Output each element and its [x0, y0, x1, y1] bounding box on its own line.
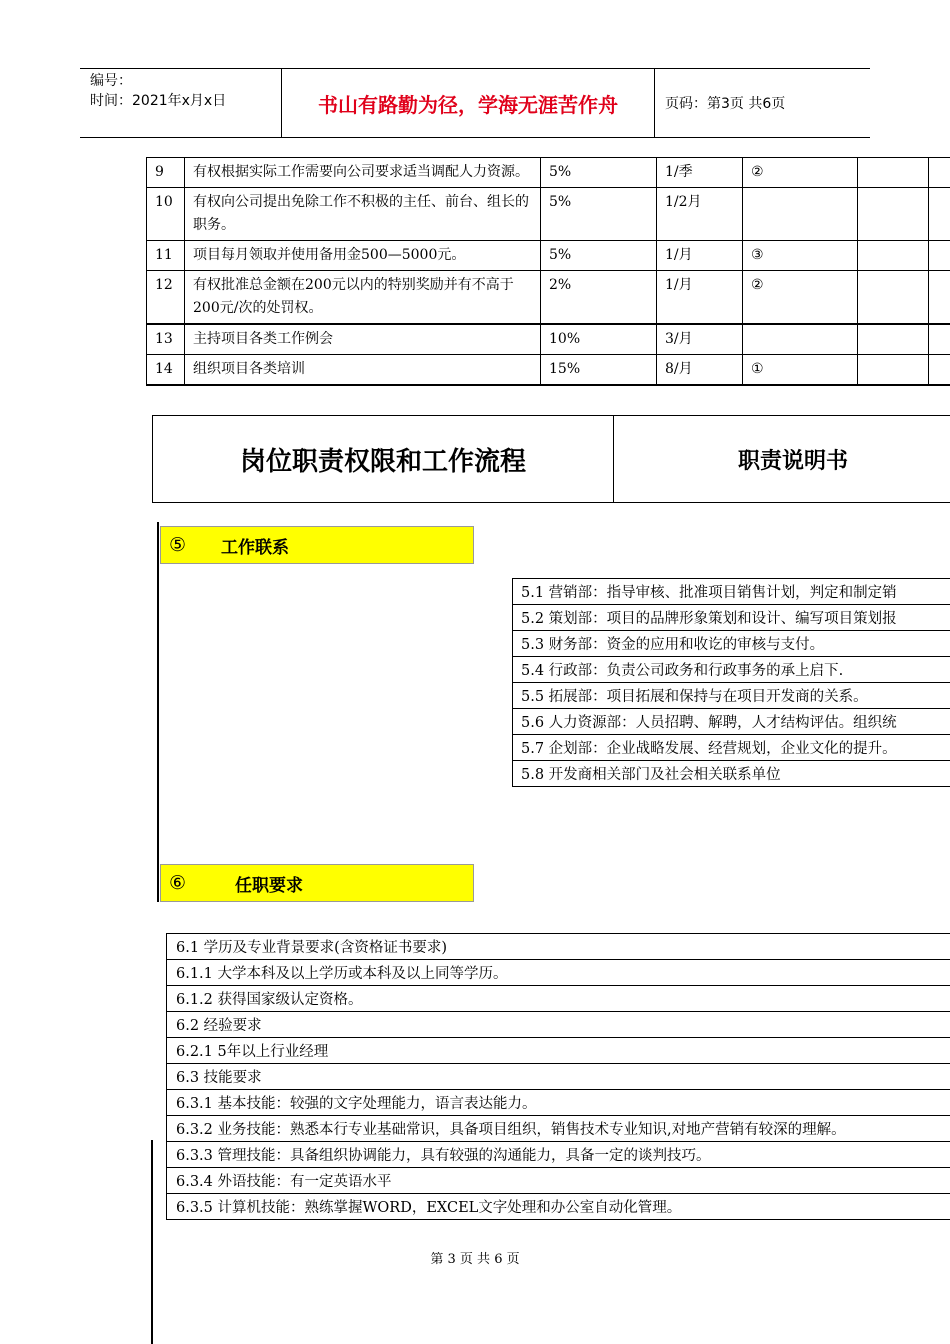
list-item-text: 6.1 学历及专业背景要求(含资格证书要求): [167, 934, 950, 960]
row-number: 10: [147, 188, 185, 241]
list-item-text: 5.4 行政部：负责公司政务和行政事务的承上启下.: [513, 657, 950, 683]
list-item-text: 6.3 技能要求: [167, 1064, 950, 1090]
row-text: 有权根据实际工作需要向公司要求适当调配人力资源。: [185, 158, 541, 188]
row-mark: [743, 188, 858, 241]
table-row: [147, 355, 950, 386]
row-text: 组织项目各类培训: [185, 355, 541, 386]
row-text: 有权向公司提出免除工作不积极的主任、前台、组长的职务。: [185, 188, 541, 241]
list-item-text: 6.3.4 外语技能：有一定英语水平: [167, 1168, 950, 1194]
list-item: [167, 1064, 950, 1090]
list-item-text: 5.3 财务部：资金的应用和收讫的审核与支付。: [513, 631, 950, 657]
row-number: 13: [147, 324, 185, 355]
section-requirements: [160, 864, 474, 902]
list-item: [167, 934, 950, 960]
authority-table: [146, 157, 950, 386]
section-number: ⑤: [169, 534, 187, 556]
empty-cell: [858, 158, 929, 188]
list-item-text: 6.2.1 5年以上行业经理: [167, 1038, 950, 1064]
row-number: 12: [147, 271, 185, 325]
section-title: 工作联系: [221, 537, 289, 558]
list-item-text: 6.1.2 获得国家级认定资格。: [167, 986, 950, 1012]
list-item: [513, 735, 950, 761]
row-percent: 5%: [541, 241, 657, 271]
list-item: [513, 683, 950, 709]
row-mark: [743, 324, 858, 355]
empty-cell: [858, 355, 929, 386]
work-contacts-table: [512, 578, 950, 787]
table-row: [147, 271, 950, 325]
row-text: 有权批准总金额在200元以内的特别奖励并有不高于200元/次的处罚权。: [185, 271, 541, 325]
list-item-text: 5.5 拓展部：项目拓展和保持与在项目开发商的关系。: [513, 683, 950, 709]
row-percent: 2%: [541, 271, 657, 325]
list-item-text: 6.1.1 大学本科及以上学历或本科及以上同等学历。: [167, 960, 950, 986]
list-item: [513, 631, 950, 657]
empty-cell: [858, 241, 929, 271]
list-item: [513, 761, 950, 787]
empty-cell: [929, 188, 950, 241]
row-percent: 5%: [541, 188, 657, 241]
table-row: [147, 324, 950, 355]
row-frequency: 1/季: [657, 158, 743, 188]
page-footer: 第 3 页 共 6 页: [430, 1252, 520, 1267]
row-percent: 5%: [541, 158, 657, 188]
section-title: 任职要求: [235, 875, 303, 896]
list-item: [167, 960, 950, 986]
list-item-text: 6.3.3 管理技能：具备组织协调能力，具有较强的沟通能力，具备一定的谈判技巧。: [167, 1142, 950, 1168]
list-item: [167, 1142, 950, 1168]
list-item: [167, 986, 950, 1012]
empty-cell: [929, 355, 950, 386]
doc-title: 岗位职责权限和工作流程: [153, 416, 614, 502]
code-label: 编号：: [90, 73, 132, 89]
list-item-text: 5.1 营销部：指导审核、批准项目销售计划，判定和制定销: [513, 579, 950, 605]
list-item: [513, 657, 950, 683]
list-item: [167, 1090, 950, 1116]
row-text: 主持项目各类工作例会: [185, 324, 541, 355]
row-mark: ③: [743, 241, 858, 271]
section-work-contacts: [160, 526, 474, 564]
list-item-text: 5.7 企划部：企业战略发展、经营规划，企业文化的提升。: [513, 735, 950, 761]
header-meta: [80, 69, 282, 137]
list-item-text: 6.3.5 计算机技能：熟练掌握WORD，EXCEL文字处理和办公室自动化管理。: [167, 1194, 950, 1220]
list-item: [167, 1012, 950, 1038]
row-text: 项目每月领取并使用备用金500—5000元。: [185, 241, 541, 271]
doc-subtitle: 职责说明书: [738, 448, 849, 474]
title-box: [152, 415, 950, 503]
motto: 书山有路勤为径，学海无涯苦作舟: [282, 69, 655, 137]
list-item-text: 6.2 经验要求: [167, 1012, 950, 1038]
left-rule-lower: [151, 1140, 153, 1344]
row-frequency: 8/月: [657, 355, 743, 386]
row-frequency: 3/月: [657, 324, 743, 355]
row-percent: 15%: [541, 355, 657, 386]
empty-cell: [929, 158, 950, 188]
empty-cell: [858, 324, 929, 355]
left-rule: [157, 522, 159, 902]
empty-cell: [858, 188, 929, 241]
list-item: [167, 1116, 950, 1142]
empty-cell: [929, 324, 950, 355]
requirements-table: [166, 933, 950, 1220]
list-item: [513, 709, 950, 735]
list-item-text: 6.3.1 基本技能：较强的文字处理能力，语言表达能力。: [167, 1090, 950, 1116]
page-info: 页码：第3页 共6页: [665, 96, 786, 112]
list-item: [513, 579, 950, 605]
page-header: [80, 68, 870, 138]
row-frequency: 1/月: [657, 241, 743, 271]
row-mark: ②: [743, 158, 858, 188]
table-row: [147, 188, 950, 241]
empty-cell: [929, 271, 950, 325]
row-number: 14: [147, 355, 185, 386]
section-number: ⑥: [169, 872, 187, 894]
list-item: [167, 1038, 950, 1064]
row-mark: ②: [743, 271, 858, 325]
table-row: [147, 158, 950, 188]
table-row: [147, 241, 950, 271]
time-label: 时间：2021年x月x日: [90, 93, 227, 109]
list-item: [167, 1168, 950, 1194]
list-item-text: 5.8 开发商相关部门及社会相关联系单位: [513, 761, 950, 787]
row-frequency: 1/2月: [657, 188, 743, 241]
list-item-text: 6.3.2 业务技能：熟悉本行专业基础常识，具备项目组织，销售技术专业知识,对地产营销有较深的理解。: [167, 1116, 950, 1142]
list-item-text: 5.6 人力资源部：人员招聘、解聘，人才结构评估。组织统: [513, 709, 950, 735]
row-number: 9: [147, 158, 185, 188]
empty-cell: [929, 241, 950, 271]
row-frequency: 1/月: [657, 271, 743, 325]
row-percent: 10%: [541, 324, 657, 355]
list-item: [167, 1194, 950, 1220]
row-number: 11: [147, 241, 185, 271]
empty-cell: [858, 271, 929, 325]
list-item: [513, 605, 950, 631]
row-mark: ①: [743, 355, 858, 386]
list-item-text: 5.2 策划部：项目的品牌形象策划和设计、编写项目策划报: [513, 605, 950, 631]
